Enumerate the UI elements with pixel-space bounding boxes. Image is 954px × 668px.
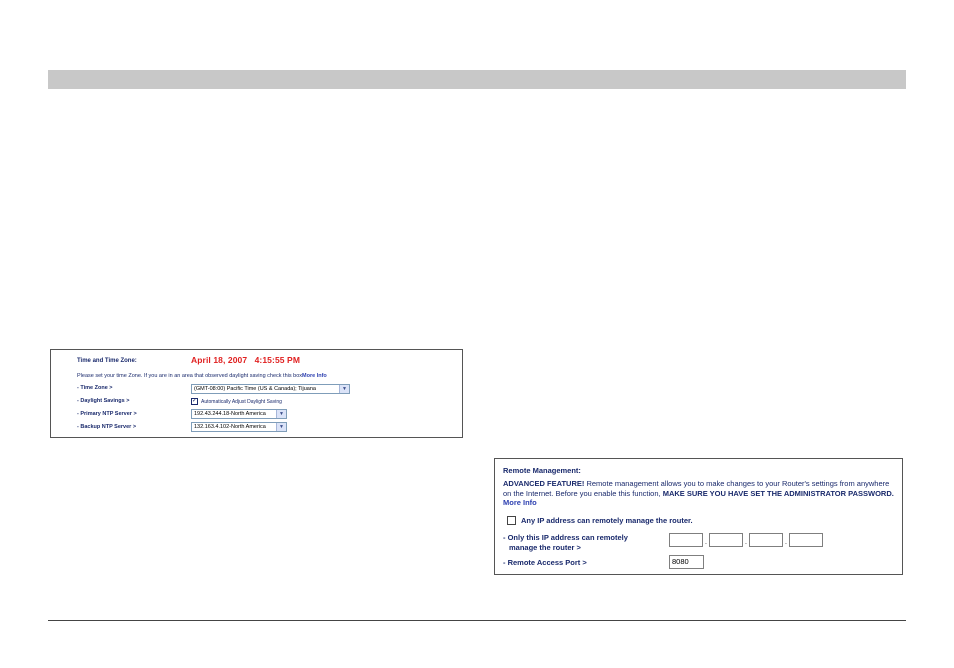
primary-ntp-select[interactable] — [191, 409, 287, 419]
remote-port-input[interactable]: 8080 — [669, 555, 704, 569]
time-settings-panel — [50, 349, 463, 438]
header-bar — [48, 70, 906, 89]
daylight-savings-label: - Daylight Savings > — [77, 398, 130, 404]
remote-desc-warning: MAKE SURE YOU HAVE SET THE ADMINISTRATOR PASSWORD. — [662, 488, 894, 498]
backup-ntp-label: - Backup NTP Server > — [77, 424, 137, 430]
time-zone-value: (GMT-08:00) Pacific Time (US & Canada); Tijuana — [194, 386, 316, 392]
any-ip-checkbox[interactable] — [507, 516, 516, 525]
daylight-savings-checkbox[interactable]: ✓ — [192, 398, 198, 404]
primary-ntp-value: 192.43.244.18-North America — [194, 411, 266, 417]
time-help-text — [77, 373, 327, 379]
remote-port-label: - Remote Access Port > — [503, 558, 587, 567]
time-more-info-link[interactable]: More Info — [302, 373, 327, 379]
remote-desc-text: Remote management allows you to make changes to your Router's settings from anywhere on the Internet. Before you enable this function, — [503, 479, 890, 498]
backup-ntp-value: 132.163.4.102-North America — [194, 424, 266, 430]
only-ip-label-line1: - Only this IP address can remotely — [503, 533, 628, 542]
ip-octet-1-input[interactable] — [669, 533, 703, 547]
remote-management-panel — [494, 458, 903, 575]
ip-separator: . — [745, 539, 747, 546]
current-time: April 18, 2007 4:15:55 PM — [191, 355, 301, 365]
chevron-down-icon[interactable]: ▼ — [276, 423, 286, 431]
ip-separator: . — [705, 539, 707, 546]
any-ip-label: Any IP address can remotely manage the router. — [521, 516, 693, 525]
chevron-down-icon[interactable]: ▼ — [339, 385, 349, 393]
ip-octet-3-input[interactable] — [749, 533, 783, 547]
time-zone-label: - Time Zone > — [77, 385, 113, 391]
remote-description — [503, 479, 898, 508]
time-panel-title: Time and Time Zone: — [77, 358, 137, 364]
footer-divider — [48, 620, 906, 621]
ip-octet-2-input[interactable] — [709, 533, 743, 547]
ip-octet-4-input[interactable] — [789, 533, 823, 547]
advanced-feature-label: ADVANCED FEATURE! — [503, 479, 585, 488]
primary-ntp-label: - Primary NTP Server > — [77, 411, 137, 417]
ip-separator: . — [785, 539, 787, 546]
time-help-body: Please set your time Zone. If you are in an area that observed daylight saving check this box — [77, 373, 303, 379]
daylight-savings-checkbox-label: Automatically Adjust Daylight Saving — [201, 399, 282, 405]
backup-ntp-select[interactable] — [191, 422, 287, 432]
chevron-down-icon[interactable]: ▼ — [276, 410, 286, 418]
only-ip-label-line2: manage the router > — [509, 542, 581, 552]
time-zone-select[interactable] — [191, 384, 350, 394]
remote-panel-title: Remote Management: — [503, 466, 581, 475]
remote-more-info-link[interactable]: More Info — [503, 498, 537, 507]
only-ip-label — [503, 533, 628, 552]
